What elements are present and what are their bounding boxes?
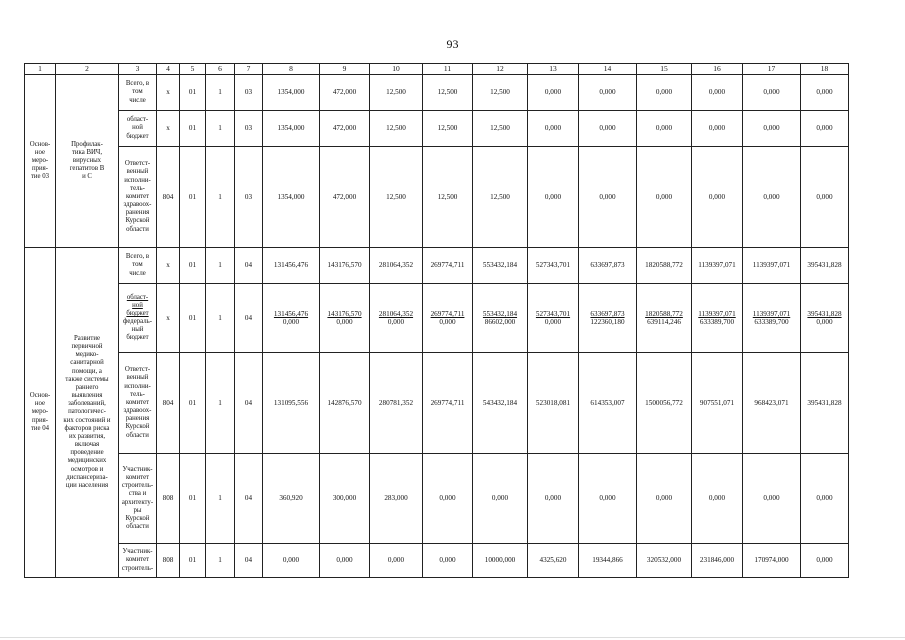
cell-c5: 01: [180, 544, 206, 578]
column-number: 3: [119, 64, 157, 75]
value-cell: 553432,184: [473, 248, 528, 284]
page-number: 93: [446, 37, 459, 51]
row-label: Всего, в том числе: [119, 248, 157, 284]
cell-c7: 04: [235, 353, 263, 454]
cell-c6: 1: [206, 454, 235, 544]
row-label-federal: федераль- ный бюджет: [122, 318, 153, 342]
value-cell: 0,000: [579, 111, 637, 147]
cell-c7: 04: [235, 454, 263, 544]
value-cell: 0,000: [637, 454, 692, 544]
value-cell: 0,000: [743, 111, 801, 147]
value-cell: 1354,000: [263, 147, 320, 248]
column-number: 8: [263, 64, 320, 75]
value-cell: 12,500: [370, 111, 423, 147]
cell-c4: x: [157, 111, 180, 147]
value-cell: 170974,000: [743, 544, 801, 578]
value-cell: 1354,000: [263, 111, 320, 147]
cell-c6: 1: [206, 111, 235, 147]
table-row: [25, 544, 849, 578]
value-cell: 0,000: [743, 454, 801, 544]
cell-c5: 01: [180, 248, 206, 284]
column-number: 10: [370, 64, 423, 75]
column-number: 4: [157, 64, 180, 75]
cell-c4: 808: [157, 454, 180, 544]
measure-code: Основ- ное меро- прия- тие 04: [25, 248, 56, 578]
value-cell: 12,500: [370, 147, 423, 248]
column-number: 13: [528, 64, 579, 75]
value-cell: 553432,184 86602,000: [473, 284, 528, 353]
value-cell: 0,000: [637, 147, 692, 248]
value-cell: 0,000: [692, 454, 743, 544]
value-cell: 614353,007: [579, 353, 637, 454]
value-cell: 633697,873 122360,180: [579, 284, 637, 353]
table-row: [25, 353, 849, 454]
table-row: [25, 284, 849, 353]
row-label: Участник- комитет строитель-: [119, 544, 157, 578]
cell-c4: x: [157, 75, 180, 111]
value-cell: 269774,711: [423, 353, 473, 454]
cell-c7: 03: [235, 111, 263, 147]
value-cell: 1139397,071 633389,700: [692, 284, 743, 353]
cell-c5: 01: [180, 147, 206, 248]
value-cell: 12,500: [423, 147, 473, 248]
row-label: област- ной бюджет: [119, 111, 157, 147]
value-cell: 269774,711 0,000: [423, 284, 473, 353]
value-cell: 281064,352 0,000: [370, 284, 423, 353]
table-row: [25, 111, 849, 147]
column-number: 17: [743, 64, 801, 75]
cell-c7: 04: [235, 544, 263, 578]
value-cell: 0,000: [743, 75, 801, 111]
value-cell: 527343,701: [528, 248, 579, 284]
column-number: 2: [56, 64, 119, 75]
value-cell: 0,000: [692, 111, 743, 147]
measure-name: Развитие первичной медико- санитарной помощи, а также системы раннего выявления заболеваний, патологичес- ких состояний и факторов риска их развития, включая проведение медицинских осмотров и диспансериза- ции населения: [56, 248, 119, 578]
column-number: 5: [180, 64, 206, 75]
value-cell: 472,000: [320, 111, 370, 147]
value-cell: 269774,711: [423, 248, 473, 284]
value-cell: 12,500: [473, 111, 528, 147]
row-label: [119, 284, 157, 353]
value-cell: 395431,828: [801, 248, 849, 284]
value-cell: 0,000: [801, 147, 849, 248]
budget-table: [24, 63, 849, 578]
value-cell: 0,000: [743, 147, 801, 248]
value-cell: 10000,000: [473, 544, 528, 578]
value-cell: 320532,000: [637, 544, 692, 578]
value-cell: 12,500: [423, 111, 473, 147]
column-number: 15: [637, 64, 692, 75]
cell-c6: 1: [206, 284, 235, 353]
row-label: Участник- комитет строитель- ства и архитекту- ры Курской области: [119, 454, 157, 544]
row-label: Всего, в том числе: [119, 75, 157, 111]
value-cell: 300,000: [320, 454, 370, 544]
value-cell: 12,500: [370, 75, 423, 111]
column-number: 1: [25, 64, 56, 75]
value-cell: 1139397,071: [743, 248, 801, 284]
value-cell: 131456,476: [263, 248, 320, 284]
value-cell: 280781,352: [370, 353, 423, 454]
value-cell: 1820588,772: [637, 248, 692, 284]
row-label-regional: област- ной бюджет: [126, 293, 149, 317]
value-cell: 0,000: [637, 75, 692, 111]
value-cell: 0,000: [528, 75, 579, 111]
cell-c4: 808: [157, 544, 180, 578]
cell-c6: 1: [206, 248, 235, 284]
value-cell: 395431,828 0,000: [801, 284, 849, 353]
table-row: [25, 248, 849, 284]
value-cell: 0,000: [528, 454, 579, 544]
value-cell: 472,000: [320, 75, 370, 111]
cell-c6: 1: [206, 147, 235, 248]
cell-c6: 1: [206, 544, 235, 578]
cell-c4: x: [157, 284, 180, 353]
value-cell: 1500056,772: [637, 353, 692, 454]
value-cell: 0,000: [579, 147, 637, 248]
value-cell: 0,000: [579, 75, 637, 111]
column-number: 16: [692, 64, 743, 75]
column-number: 14: [579, 64, 637, 75]
cell-c5: 01: [180, 353, 206, 454]
value-cell: 1354,000: [263, 75, 320, 111]
value-cell: 1139397,071: [692, 248, 743, 284]
value-cell: 0,000: [528, 147, 579, 248]
table-row: [25, 147, 849, 248]
value-cell: 12,500: [473, 75, 528, 111]
table-row: [25, 454, 849, 544]
value-cell: 0,000: [637, 111, 692, 147]
cell-c7: 03: [235, 75, 263, 111]
value-cell: 472,000: [320, 147, 370, 248]
value-cell: 143176,570 0,000: [320, 284, 370, 353]
cell-c6: 1: [206, 75, 235, 111]
value-cell: 19344,866: [579, 544, 637, 578]
value-cell: 131095,556: [263, 353, 320, 454]
value-cell: 360,920: [263, 454, 320, 544]
value-cell: 143176,570: [320, 248, 370, 284]
column-number: 7: [235, 64, 263, 75]
cell-c4: 804: [157, 147, 180, 248]
value-cell: 12,500: [473, 147, 528, 248]
value-cell: 395431,828: [801, 353, 849, 454]
value-cell: 1820588,772 639114,246: [637, 284, 692, 353]
value-cell: 0,000: [320, 544, 370, 578]
value-cell: 0,000: [692, 147, 743, 248]
value-cell: 0,000: [423, 454, 473, 544]
value-cell: 283,000: [370, 454, 423, 544]
measure-name: Профилак- тика ВИЧ, вирусных гепатитов В и С: [56, 75, 119, 248]
value-cell: 0,000: [801, 111, 849, 147]
column-number: 12: [473, 64, 528, 75]
cell-c7: 03: [235, 147, 263, 248]
value-cell: 4325,620: [528, 544, 579, 578]
cell-c5: 01: [180, 111, 206, 147]
cell-c7: 04: [235, 284, 263, 353]
value-cell: 0,000: [579, 454, 637, 544]
value-cell: 0,000: [263, 544, 320, 578]
value-cell: 633697,873: [579, 248, 637, 284]
value-cell: 0,000: [801, 454, 849, 544]
cell-c4: 804: [157, 353, 180, 454]
row-label: Ответст- венный исполни- тель- комитет здравоох- ранения Курской области: [119, 147, 157, 248]
value-cell: 0,000: [801, 75, 849, 111]
cell-c4: x: [157, 248, 180, 284]
value-cell: 231846,000: [692, 544, 743, 578]
column-number-row: [25, 64, 849, 75]
column-number: 11: [423, 64, 473, 75]
scan-edge: [0, 637, 905, 638]
cell-c5: 01: [180, 75, 206, 111]
value-cell: 281064,352: [370, 248, 423, 284]
value-cell: 543432,184: [473, 353, 528, 454]
table-row: [25, 75, 849, 111]
value-cell: 0,000: [423, 544, 473, 578]
measure-code: Основ- ное меро- прия- тие 03: [25, 75, 56, 248]
value-cell: 0,000: [370, 544, 423, 578]
value-cell: 523018,081: [528, 353, 579, 454]
row-label: Ответст- венный исполни- тель- комитет здравоох- ранения Курской области: [119, 353, 157, 454]
value-cell: 142876,570: [320, 353, 370, 454]
cell-c7: 04: [235, 248, 263, 284]
value-cell: 0,000: [801, 544, 849, 578]
cell-c5: 01: [180, 454, 206, 544]
value-cell: 0,000: [692, 75, 743, 111]
value-cell: 968423,071: [743, 353, 801, 454]
column-number: 18: [801, 64, 849, 75]
cell-c5: 01: [180, 284, 206, 353]
value-cell: 12,500: [423, 75, 473, 111]
value-cell: 0,000: [528, 111, 579, 147]
value-cell: 0,000: [473, 454, 528, 544]
value-cell: 907551,071: [692, 353, 743, 454]
value-cell: 1139397,071 633389,700: [743, 284, 801, 353]
column-number: 9: [320, 64, 370, 75]
value-cell: 131456,476 0,000: [263, 284, 320, 353]
cell-c6: 1: [206, 353, 235, 454]
column-number: 6: [206, 64, 235, 75]
value-cell: 527343,701 0,000: [528, 284, 579, 353]
